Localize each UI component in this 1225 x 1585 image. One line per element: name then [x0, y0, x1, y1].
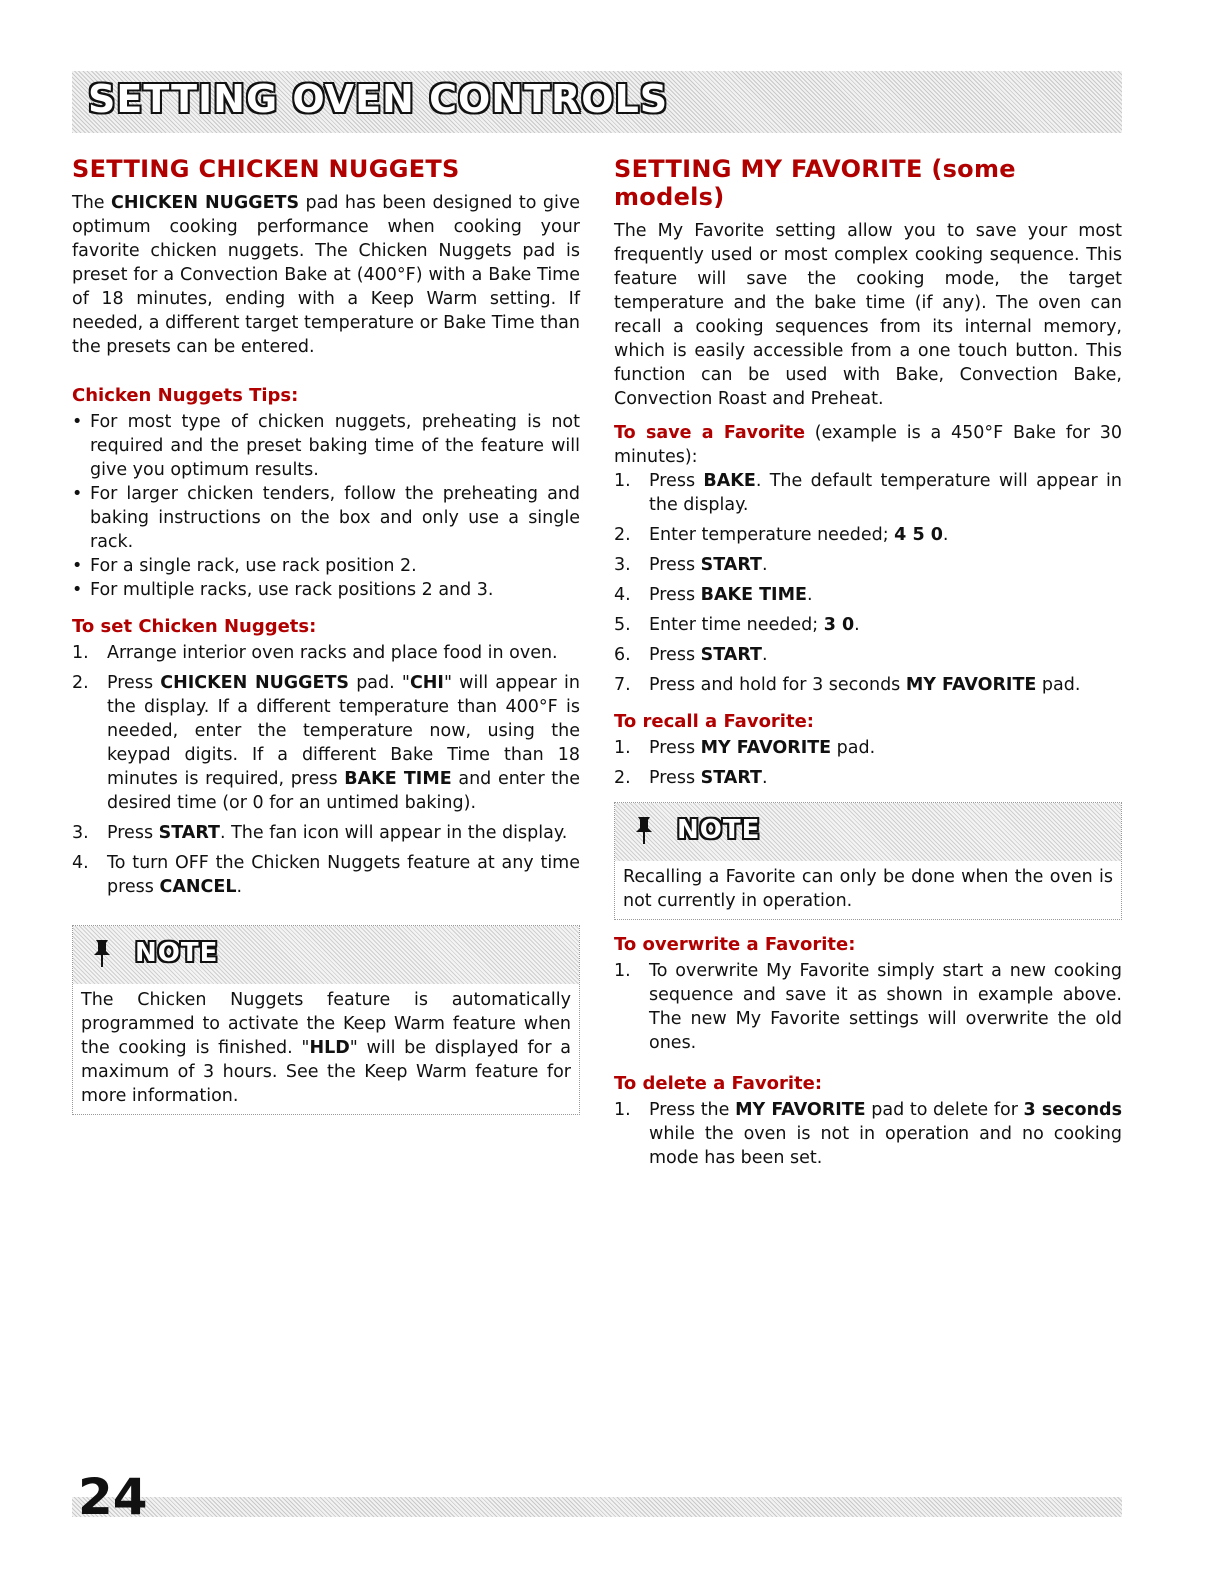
chicken-nuggets-intro: The CHICKEN NUGGETS pad has been designed to give optimum cooking performance when cooking your favorite chicken nuggets. The Chicken Nuggets pad is preset for a Convection Bake at (400°F) with a Bake Time of 18 minutes, ending with a Keep Warm setting. If needed, a different target temperature or Bake Time than the presets can be entered.	[72, 193, 580, 357]
note-title: NOTE	[135, 938, 219, 968]
list-item: 3. Press START. The fan icon will appear in the display.	[72, 823, 568, 843]
pushpin-icon	[91, 938, 113, 968]
list-item: 1. Press MY FAVORITE pad.	[614, 738, 876, 758]
my-favorite-heading: SETTING MY FAVORITE (some models)	[614, 155, 1016, 211]
pushpin-icon	[633, 815, 655, 845]
overwrite-favorite-steps	[614, 959, 1122, 1055]
overwrite-favorite-heading: To overwrite a Favorite:	[614, 934, 856, 955]
note-body: The Chicken Nuggets feature is automatically programmed to activate the Keep Warm feature when the cooking is finished. "HLD" will be displayed for a maximum of 3 hours. See the Keep Warm feature for more information.	[81, 990, 571, 1106]
list-item: 4. Press BAKE TIME.	[614, 585, 813, 605]
list-item: • For a single rack, use rack position 2.	[72, 556, 417, 576]
list-item: 1. To overwrite My Favorite simply start a new cooking sequence and save it as shown in example above. The new My Favorite settings will overwrite the old ones.	[614, 961, 1122, 1053]
set-nuggets-heading: To set Chicken Nuggets:	[72, 616, 317, 637]
tips-list	[72, 410, 580, 602]
my-favorite-intro: The My Favorite setting allow you to save your most frequently used or most complex cooking sequence. This feature will save the cooking mode, the target temperature and the bake time (if any). The oven can recall a cooking sequences from its internal memory, which is easily accessible from a one touch button. This function can be used with Bake, Convection Bake, Convection Roast and Preheat.	[614, 221, 1122, 409]
favorite-note-box	[614, 802, 1122, 920]
note-body: Recalling a Favorite can only be done when the oven is not currently in operation.	[623, 867, 1113, 911]
list-item: 7. Press and hold for 3 seconds MY FAVORITE pad.	[614, 675, 1081, 695]
save-favorite-steps	[614, 469, 1122, 697]
list-item: 6. Press START.	[614, 645, 768, 665]
list-item: 2. Press START.	[614, 768, 768, 788]
recall-favorite-steps	[614, 736, 1122, 790]
list-item: • For larger chicken tenders, follow the preheating and baking instructions on the box and only use a single rack.	[72, 484, 580, 552]
list-item: • For most type of chicken nuggets, preheating is not required and the preset baking time of the feature will give you optimum results.	[72, 412, 580, 480]
tips-heading: Chicken Nuggets Tips:	[72, 385, 299, 406]
footer-bar	[72, 1497, 1122, 1517]
list-item: 1. Press BAKE. The default temperature will appear in the display.	[614, 471, 1122, 515]
page-header-title: SETTING OVEN CONTROLS	[88, 77, 669, 121]
note-header	[615, 803, 1121, 861]
save-favorite-heading: To save a Favorite	[614, 423, 805, 443]
note-title: NOTE	[677, 815, 761, 845]
list-item: 1. Arrange interior oven racks and place food in oven.	[72, 643, 558, 663]
list-item: 3. Press START.	[614, 555, 768, 575]
list-item: 4. To turn OFF the Chicken Nuggets feature at any time press CANCEL.	[72, 853, 580, 897]
delete-favorite-steps	[614, 1098, 1122, 1170]
save-favorite-intro: To save a Favorite (example is a 450°F Bake for 30 minutes):	[614, 423, 1122, 467]
list-item: 2. Enter temperature needed; 4 5 0.	[614, 525, 949, 545]
chicken-nuggets-heading: SETTING CHICKEN NUGGETS	[72, 155, 460, 183]
page-header-banner	[72, 71, 1122, 133]
nuggets-note-box	[72, 925, 580, 1115]
page-number: 24	[78, 1468, 148, 1526]
set-nuggets-steps	[72, 641, 580, 899]
delete-favorite-heading: To delete a Favorite:	[614, 1073, 823, 1094]
right-column	[614, 155, 1122, 1176]
list-item: 1. Press the MY FAVORITE pad to delete for 3 seconds while the oven is not in operation and no cooking mode has been set.	[614, 1100, 1122, 1168]
list-item: 5. Enter time needed; 3 0.	[614, 615, 860, 635]
note-header	[73, 926, 579, 984]
list-item: 2. Press CHICKEN NUGGETS pad. "CHI" will appear in the display. If a different temperature than 400°F is needed, enter the temperature now, using the keypad digits. If a different Bake Time than 18 minutes is required, press BAKE TIME and enter the desired time (or 0 for an untimed baking).	[72, 673, 581, 813]
left-column	[72, 155, 580, 1115]
list-item: • For multiple racks, use rack positions 2 and 3.	[72, 580, 494, 600]
recall-favorite-heading: To recall a Favorite:	[614, 711, 814, 732]
